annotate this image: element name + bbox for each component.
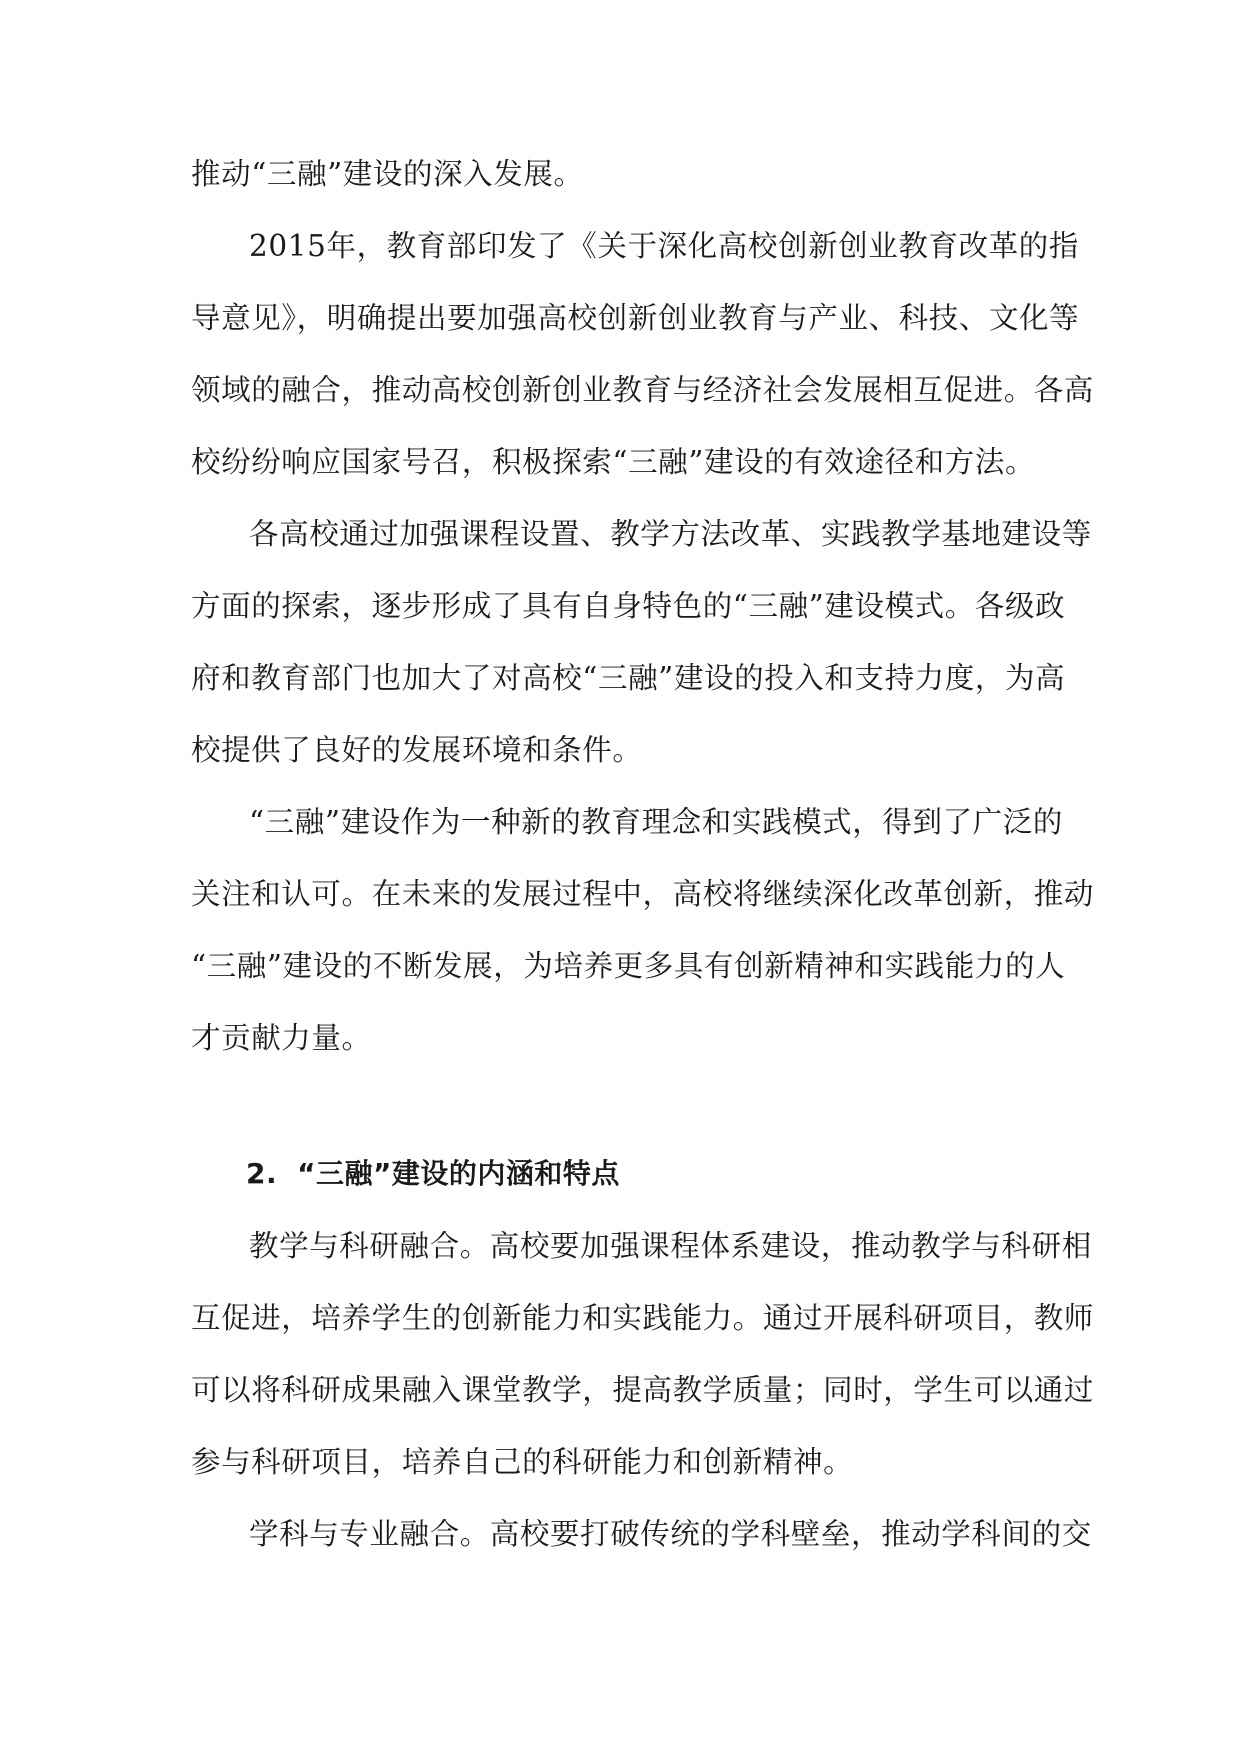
paragraph-line: “三融”建设作为一种新的教育理念和实践模式，得到了广泛的	[249, 805, 1063, 839]
paragraph-line: 才贡献力量。	[191, 1021, 372, 1055]
paragraph-line: “三融”建设的不断发展，为培养更多具有创新精神和实践能力的人	[191, 949, 1066, 983]
paragraph-line: 校提供了良好的发展环境和条件。	[191, 733, 643, 767]
paragraph-line: 2015年，教育部印发了《关于深化高校创新创业教育改革的指	[249, 229, 1079, 263]
paragraph-line: 可以将科研成果融入课堂教学，提高教学质量；同时，学生可以通过	[191, 1373, 1095, 1407]
paragraph-line: 互促进，培养学生的创新能力和实践能力。通过开展科研项目，教师	[191, 1301, 1095, 1335]
paragraph-line: 方面的探索，逐步形成了具有自身特色的“三融”建设模式。各级政	[191, 589, 1066, 623]
paragraph-line: 导意见》，明确提出要加强高校创新创业教育与产业、科技、文化等	[191, 301, 1080, 335]
paragraph-line: 领域的融合，推动高校创新创业教育与经济社会发展相互促进。各高	[191, 373, 1095, 407]
paragraph-line: 教学与科研融合。高校要加强课程体系建设，推动教学与科研相	[249, 1229, 1092, 1263]
section-title: “三融”建设的内涵和特点	[297, 1157, 620, 1190]
section-heading	[191, 1138, 1071, 1210]
paragraph-line: 推动“三融”建设的深入发展。	[191, 157, 584, 191]
paragraph-line: 关注和认可。在未来的发展过程中，高校将继续深化改革创新，推动	[191, 877, 1095, 911]
paragraph-line: 学科与专业融合。高校要打破传统的学科壁垒，推动学科间的交	[249, 1517, 1092, 1551]
section-number: 2.	[246, 1157, 278, 1190]
paragraph-line: 参与科研项目，培养自己的科研能力和创新精神。	[191, 1445, 854, 1479]
paragraph-line: 各高校通过加强课程设置、教学方法改革、实践教学基地建设等	[249, 517, 1092, 551]
document-body	[191, 138, 1095, 1570]
paragraph-line: 校纷纷响应国家号召，积极探索“三融”建设的有效途径和方法。	[191, 445, 1036, 479]
paragraph-line: 府和教育部门也加大了对高校“三融”建设的投入和支持力度，为高	[191, 661, 1066, 695]
